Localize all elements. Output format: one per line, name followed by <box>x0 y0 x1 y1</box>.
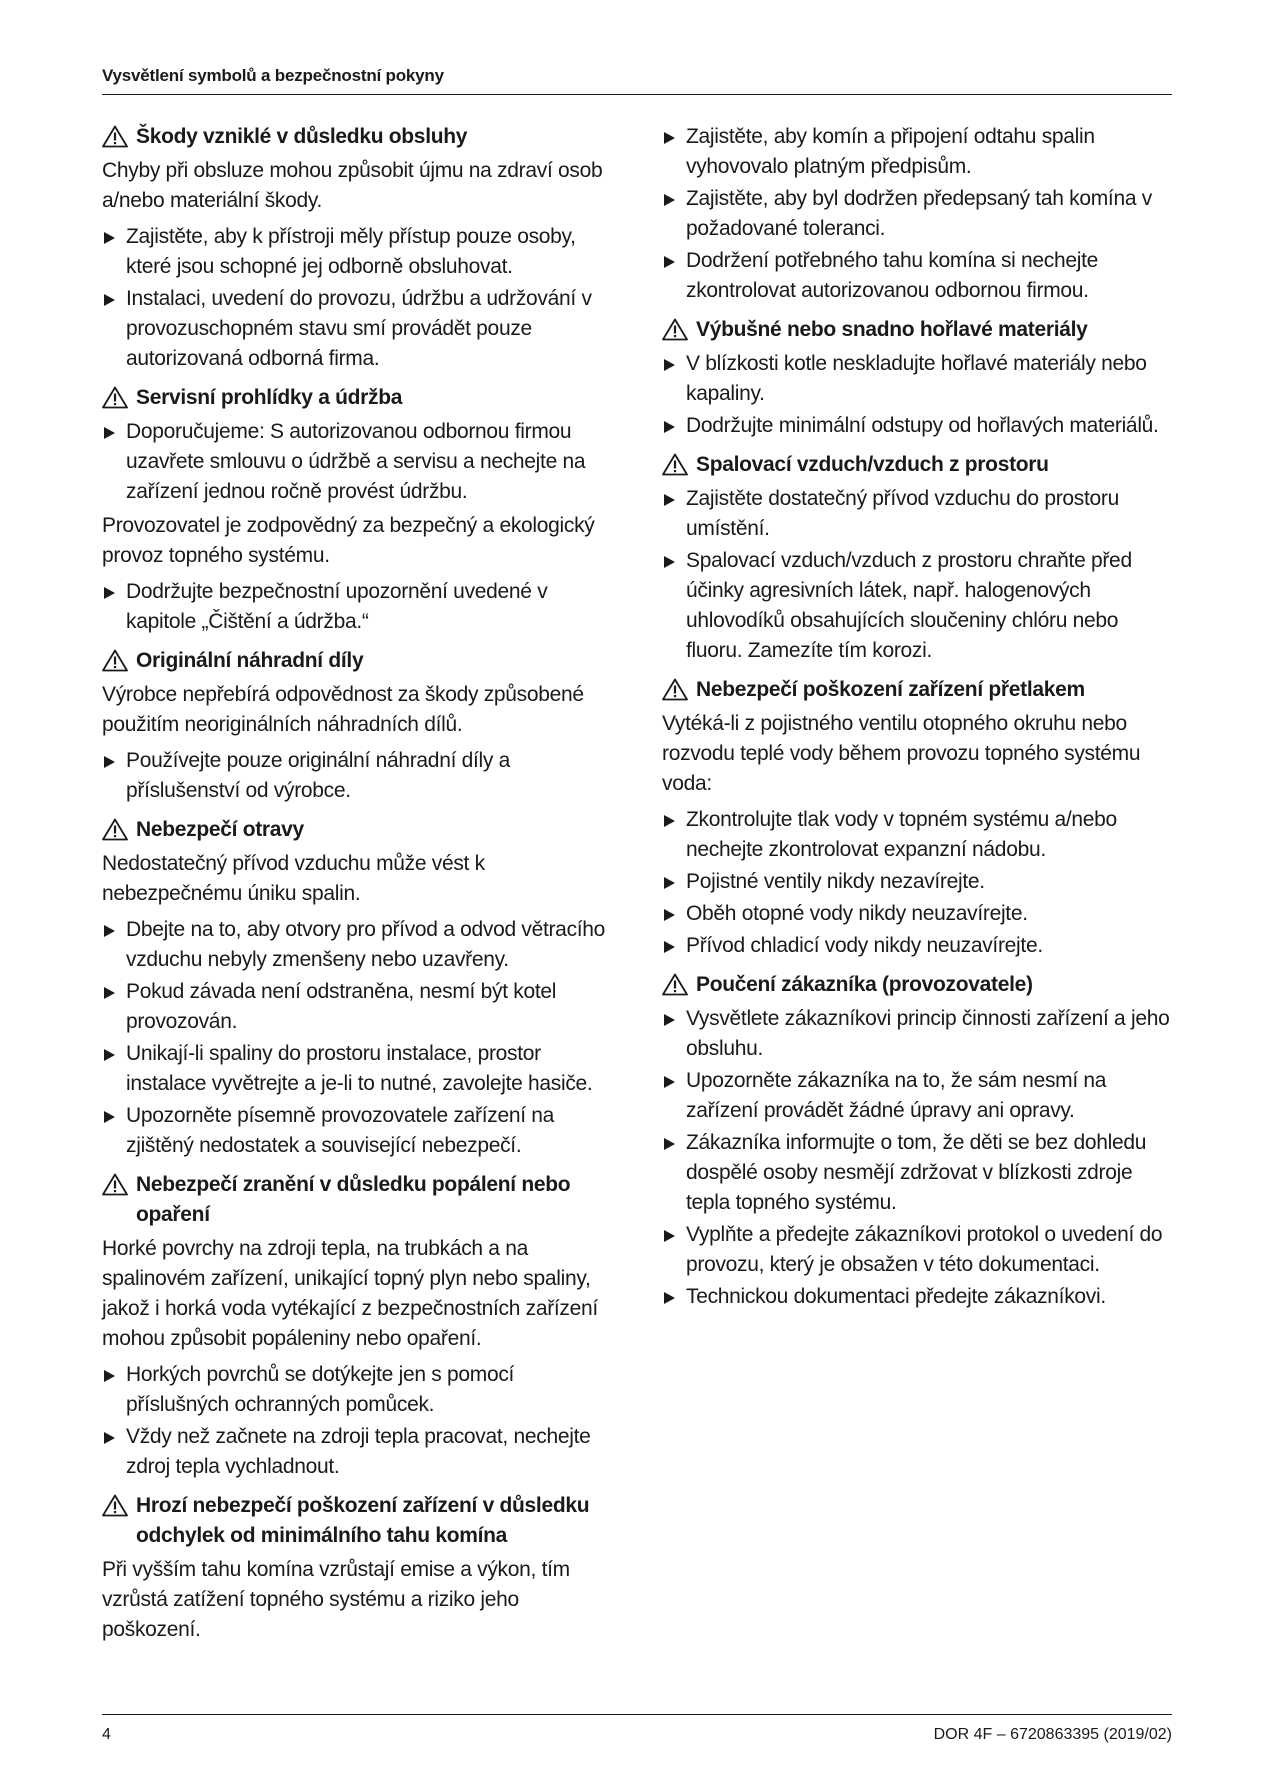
arrow-bullet-icon <box>664 941 675 953</box>
instruction-item <box>662 246 1172 306</box>
instruction-list <box>102 577 622 637</box>
arrow-bullet-icon <box>104 294 115 306</box>
instruction-text: Oběh otopné vody nikdy neuzavírejte. <box>686 902 1028 925</box>
arrow-bullet-icon <box>104 1432 115 1444</box>
instruction-text: Zajistěte, aby byl dodržen předepsaný tah komína v požadované toleranci. <box>686 187 1152 240</box>
instruction-item <box>662 1004 1172 1064</box>
arrow-bullet-icon <box>104 427 115 439</box>
instruction-text: Pojistné ventily nikdy nezavírejte. <box>686 870 985 893</box>
instruction-text: Zkontrolujte tlak vody v topném systému a/nebo nechejte zkontrolovat expanzní nádobu. <box>686 808 1117 861</box>
section-heading <box>662 970 1172 1000</box>
section-heading <box>102 1491 622 1551</box>
arrow-bullet-icon <box>664 494 675 506</box>
instruction-item <box>102 1360 622 1420</box>
section-heading <box>102 122 622 152</box>
arrow-bullet-icon <box>664 1230 675 1242</box>
instruction-list <box>102 417 622 507</box>
document-id: DOR 4F – 6720863395 (2019/02) <box>933 1726 1172 1743</box>
warning-triangle-icon <box>102 386 128 409</box>
section-heading-text: Nebezpečí zranění v důsledku popálení nebo opaření <box>136 1173 571 1226</box>
warning-section <box>102 122 622 374</box>
arrow-bullet-icon <box>664 421 675 433</box>
arrow-bullet-icon <box>104 1370 115 1382</box>
instruction-text: Zajistěte, aby komín a připojení odtahu spalin vyhovovalo platným předpisům. <box>686 125 1095 178</box>
instruction-item <box>102 915 622 975</box>
warning-triangle-icon <box>102 1494 128 1517</box>
section-heading-text: Výbušné nebo snadno hořlavé materiály <box>696 318 1088 341</box>
section-heading <box>662 450 1172 480</box>
warning-section <box>102 1491 622 1645</box>
arrow-bullet-icon <box>664 556 675 568</box>
instruction-item <box>102 1422 622 1482</box>
warning-triangle-icon <box>102 125 128 148</box>
body-paragraph: Při vyšším tahu komína vzrůstají emise a výkon, tím vzrůstá zatížení topného systému a riziko jeho poškození. <box>102 1558 570 1641</box>
instruction-item <box>662 1066 1172 1126</box>
instruction-item <box>662 1128 1172 1218</box>
warning-triangle-icon <box>662 678 688 701</box>
instruction-text: Technickou dokumentaci předejte zákazníkovi. <box>686 1285 1106 1308</box>
arrow-bullet-icon <box>664 815 675 827</box>
instruction-text: V blízkosti kotle neskladujte hořlavé materiály nebo kapaliny. <box>686 352 1147 405</box>
section-heading-text: Hrozí nebezpečí poškození zařízení v důsledku odchylek od minimálního tahu komína <box>136 1494 590 1547</box>
body-paragraph: Provozovatel je zodpovědný za bezpečný a ekologický provoz topného systému. <box>102 514 595 567</box>
instruction-text: Horkých povrchů se dotýkejte jen s pomocí příslušných ochranných pomůcek. <box>126 1363 515 1416</box>
section-heading-text: Originální náhradní díly <box>136 649 364 672</box>
instruction-item <box>102 977 622 1037</box>
warning-section <box>102 646 622 806</box>
instruction-item <box>102 284 622 374</box>
instruction-text: Instalaci, uvedení do provozu, údržbu a udržování v provozuschopném stavu smí provádět pouze autorizovaná odborná firma. <box>126 287 592 370</box>
warning-triangle-icon <box>102 1173 128 1196</box>
right-column <box>662 122 1172 1321</box>
warning-section <box>662 122 1172 306</box>
warning-section <box>662 970 1172 1312</box>
instruction-text: Zákazníka informujte o tom, že děti se bez dohledu dospělé osoby nesmějí zdržovat v blízkosti zdroje tepla topného systému. <box>686 1131 1147 1214</box>
warning-section <box>662 315 1172 441</box>
instruction-text: Upozorněte zákazníka na to, že sám nesmí na zařízení provádět žádné úpravy ani opravy. <box>686 1069 1107 1122</box>
instruction-text: Pokud závada není odstraněna, nesmí být kotel provozován. <box>126 980 557 1033</box>
section-heading <box>662 315 1172 345</box>
instruction-item <box>662 411 1172 441</box>
instruction-text: Dodržení potřebného tahu komína si nechejte zkontrolovat autorizovanou odbornou firmou. <box>686 249 1099 302</box>
instruction-item <box>102 746 622 806</box>
instruction-item <box>662 805 1172 865</box>
instruction-text: Spalovací vzduch/vzduch z prostoru chraňte před účinky agresivních látek, např. halogenových uhlovodíků obsahujících sloučeniny chlóru nebo fluoru. Zamezíte tím korozi. <box>686 549 1132 662</box>
section-heading <box>102 815 622 845</box>
arrow-bullet-icon <box>664 359 675 371</box>
instruction-text: Doporučujeme: S autorizovanou odbornou firmou uzavřete smlouvu o údržbě a servisu a nechejte na zařízení jednou ročně provést údržbu. <box>126 420 586 503</box>
left-column <box>102 122 622 1654</box>
warning-triangle-icon <box>102 818 128 841</box>
instruction-text: Unikají-li spaliny do prostoru instalace, prostor instalace vyvětrejte a je-li to nutné, zavolejte hasiče. <box>126 1042 593 1095</box>
section-heading-text: Spalovací vzduch/vzduch z prostoru <box>696 453 1049 476</box>
body-paragraph: Horké povrchy na zdroji tepla, na trubkách a na spalinovém zařízení, unikající topný plyn nebo spaliny, jakož i horká voda vytékající z bezpečnostních zařízení mohou způsobit popáleniny nebo opaření. <box>102 1237 598 1350</box>
arrow-bullet-icon <box>664 877 675 889</box>
section-heading-text: Škody vzniklé v důsledku obsluhy <box>136 125 468 148</box>
section-heading <box>102 646 622 676</box>
instruction-item <box>102 1101 622 1161</box>
instruction-item <box>662 349 1172 409</box>
instruction-list <box>102 915 622 1161</box>
arrow-bullet-icon <box>104 925 115 937</box>
instruction-list <box>662 122 1172 306</box>
instruction-item <box>102 1039 622 1099</box>
arrow-bullet-icon <box>664 1138 675 1150</box>
footer-divider <box>102 1714 1172 1715</box>
instruction-item <box>102 577 622 637</box>
arrow-bullet-icon <box>104 756 115 768</box>
arrow-bullet-icon <box>104 1111 115 1123</box>
instruction-text: Dodržujte bezpečnostní upozornění uvedené v kapitole „Čištění a údržba.“ <box>126 580 548 633</box>
section-heading-text: Poučení zákazníka (provozovatele) <box>696 973 1033 996</box>
instruction-text: Dodržujte minimální odstupy od hořlavých materiálů. <box>686 414 1159 437</box>
instruction-item <box>662 931 1172 961</box>
instruction-item <box>102 222 622 282</box>
body-paragraph: Vytéká-li z pojistného ventilu otopného okruhu nebo rozvodu teplé vody během provozu topného systému voda: <box>662 712 1141 795</box>
instruction-text: Vyplňte a předejte zákazníkovi protokol o uvedení do provozu, který je obsažen v této dokumentaci. <box>686 1223 1163 1276</box>
arrow-bullet-icon <box>104 1049 115 1061</box>
instruction-item <box>662 484 1172 544</box>
running-header: Vysvětlení symbolů a bezpečnostní pokyny <box>102 66 444 85</box>
warning-triangle-icon <box>662 973 688 996</box>
instruction-list <box>102 1360 622 1482</box>
instruction-text: Přívod chladicí vody nikdy neuzavírejte. <box>686 934 1043 957</box>
warning-section <box>662 675 1172 961</box>
instruction-list <box>662 349 1172 441</box>
arrow-bullet-icon <box>104 232 115 244</box>
section-heading-text: Nebezpečí poškození zařízení přetlakem <box>696 678 1085 701</box>
warning-triangle-icon <box>102 649 128 672</box>
warning-triangle-icon <box>662 453 688 476</box>
instruction-list <box>102 746 622 806</box>
instruction-item <box>662 184 1172 244</box>
body-paragraph: Výrobce nepřebírá odpovědnost za škody způsobené použitím neoriginálních náhradních dílů. <box>102 683 584 736</box>
instruction-text: Upozorněte písemně provozovatele zařízení na zjištěný nedostatek a související nebezpečí. <box>126 1104 555 1157</box>
instruction-text: Zajistěte, aby k přístroji měly přístup pouze osoby, které jsou schopné jej odborně obsluhovat. <box>126 225 576 278</box>
arrow-bullet-icon <box>664 256 675 268</box>
instruction-list <box>662 1004 1172 1312</box>
instruction-text: Vysvětlete zákazníkovi princip činnosti zařízení a jeho obsluhu. <box>686 1007 1170 1060</box>
section-heading-text: Servisní prohlídky a údržba <box>136 386 403 409</box>
instruction-item <box>662 899 1172 929</box>
page-number: 4 <box>102 1726 111 1743</box>
section-heading-text: Nebezpečí otravy <box>136 818 304 841</box>
section-heading <box>662 675 1172 705</box>
warning-section <box>102 383 622 637</box>
section-heading <box>102 383 622 413</box>
arrow-bullet-icon <box>664 1076 675 1088</box>
arrow-bullet-icon <box>664 909 675 921</box>
instruction-text: Zajistěte dostatečný přívod vzduchu do prostoru umístění. <box>686 487 1119 540</box>
arrow-bullet-icon <box>664 132 675 144</box>
warning-triangle-icon <box>662 318 688 341</box>
arrow-bullet-icon <box>104 987 115 999</box>
instruction-item <box>662 546 1172 666</box>
instruction-list <box>102 222 622 374</box>
body-paragraph: Nedostatečný přívod vzduchu může vést k nebezpečnému úniku spalin. <box>102 852 485 905</box>
header-divider <box>102 94 1172 95</box>
instruction-text: Používejte pouze originální náhradní díly a příslušenství od výrobce. <box>126 749 511 802</box>
instruction-item <box>662 1282 1172 1312</box>
instruction-text: Dbejte na to, aby otvory pro přívod a odvod větracího vzduchu nebyly zmenšeny nebo uzavřeny. <box>126 918 606 971</box>
instruction-item <box>662 1220 1172 1280</box>
warning-section <box>102 1170 622 1482</box>
instruction-list <box>662 484 1172 666</box>
arrow-bullet-icon <box>664 1292 675 1304</box>
arrow-bullet-icon <box>104 587 115 599</box>
warning-section <box>102 815 622 1161</box>
warning-section <box>662 450 1172 666</box>
instruction-text: Vždy než začnete na zdroji tepla pracovat, nechejte zdroj tepla vychladnout. <box>126 1425 591 1478</box>
instruction-list <box>662 805 1172 961</box>
section-heading <box>102 1170 622 1230</box>
body-paragraph: Chyby při obsluze mohou způsobit újmu na zdraví osob a/nebo materiální škody. <box>102 159 603 212</box>
instruction-item <box>102 417 622 507</box>
arrow-bullet-icon <box>664 1014 675 1026</box>
instruction-item <box>662 122 1172 182</box>
arrow-bullet-icon <box>664 194 675 206</box>
instruction-item <box>662 867 1172 897</box>
